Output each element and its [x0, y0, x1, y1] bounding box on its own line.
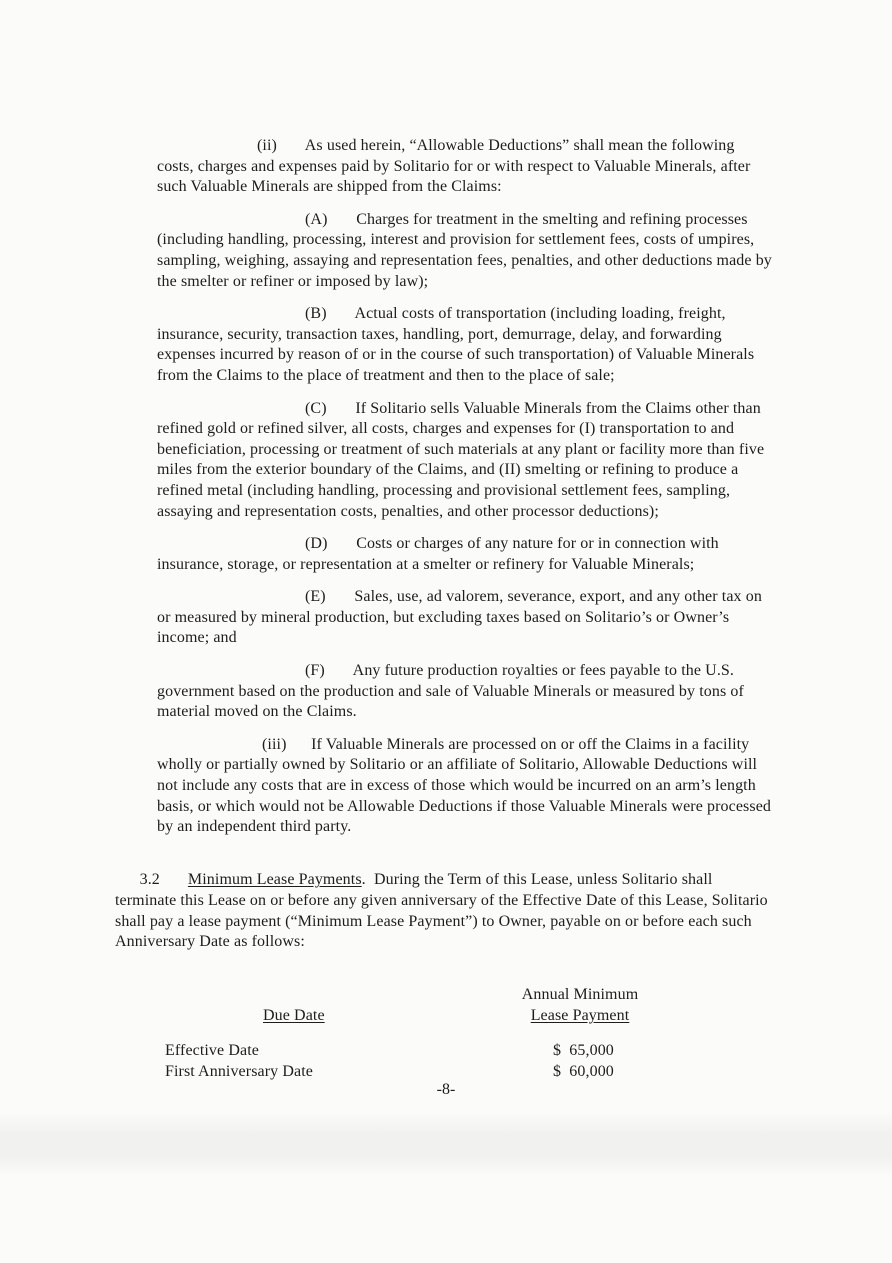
document-content — [115, 136, 775, 1095]
due-date-cell: First Anniversary Date — [165, 1063, 313, 1081]
column-header-due-date: Due Date — [263, 1007, 325, 1025]
section-3-2-paragraph — [115, 850, 775, 974]
amount-header-line2: Lease Payment — [530, 1006, 630, 1024]
due-date-cell: Effective Date — [165, 1042, 259, 1060]
subparagraph-a: (A) Charges for treatment in the smelting and refining processes (including handling, processing, interest and provision for settlement fees, costs of umpires, sampling, weighing, assaying and representation fees, penalties, and other deductions made by the smelter or refiner or imposed by law); — [157, 210, 777, 290]
amount-header-line1: Annual Minimum — [521, 986, 639, 1004]
section-heading: Minimum Lease Payments — [187, 871, 362, 889]
subparagraph-d: (D) Costs or charges of any nature for or in connection with insurance, storage, or representation at a smelter or refinery for Valuable Minerals; — [157, 535, 723, 573]
column-header-amount — [500, 985, 660, 1026]
subparagraph-b: (B) Actual costs of transportation (including loading, freight, insurance, security, transaction taxes, handling, port, demurrage, delay, and forwarding expenses incurred by reason of or in the course of such transportation) of Valuable Minerals from the Claims to the place of treatment and then to the place of sale; — [157, 305, 759, 384]
scan-shading-artifact — [0, 1112, 892, 1176]
page-number: -8- — [436, 1081, 456, 1098]
section-body-text: . During the Term of this Lease, unless Solitario shall terminate this Lease on or before any given anniversary of the Effective Date of this Lease, Solitario shall pay a lease payment (“Minimum Lease Payment”) to Owner, payable on or before each such Anniversary Date as follows: — [115, 871, 772, 951]
section-number: 3.2 — [139, 871, 160, 889]
amount-cell: $ 65,000 — [553, 1042, 614, 1060]
subparagraph-c: (C) If Solitario sells Valuable Minerals from the Claims other than refined gold or refined silver, all costs, charges and expenses for (I) transportation to and beneficiation, processing or treatment of such materials at any plant or facility more than five miles from the exterior boundary of the Claims, and (II) smelting or refining to produce a refined metal (including handling, processing and provisional settlement fees, sampling, assaying and representation costs, penalties, and other processor deductions); — [157, 399, 769, 520]
subparagraph-e: (E) Sales, use, ad valorem, severance, export, and any other tax on or measured by mineral production, but excluding taxes based on Solitario’s or Owner’s income; and — [157, 588, 767, 647]
amount-cell: $ 60,000 — [553, 1063, 614, 1081]
lease-payment-table — [115, 985, 775, 1095]
paragraph-ii: (ii) As used herein, “Allowable Deductions” shall mean the following costs, charges and expenses paid by Solitario for or with respect to Valuable Minerals, after such Valuable Minerals are shipped from the Claims: — [157, 137, 755, 196]
paragraph-iii: (iii) If Valuable Minerals are processed on or off the Claims in a facility wholly or partially owned by Solitario or an affiliate of Solitario, Allowable Deductions will not include any costs that are in excess of those which would be incurred on an arm’s length basis, or which would not be Allowable Deductions if those Valuable Minerals were processed by an independent third party. — [157, 735, 776, 836]
subparagraph-f: (F) Any future production royalties or fees payable to the U.S. government based on the production and sale of Valuable Minerals or measured by tons of material moved on the Claims. — [157, 662, 749, 721]
